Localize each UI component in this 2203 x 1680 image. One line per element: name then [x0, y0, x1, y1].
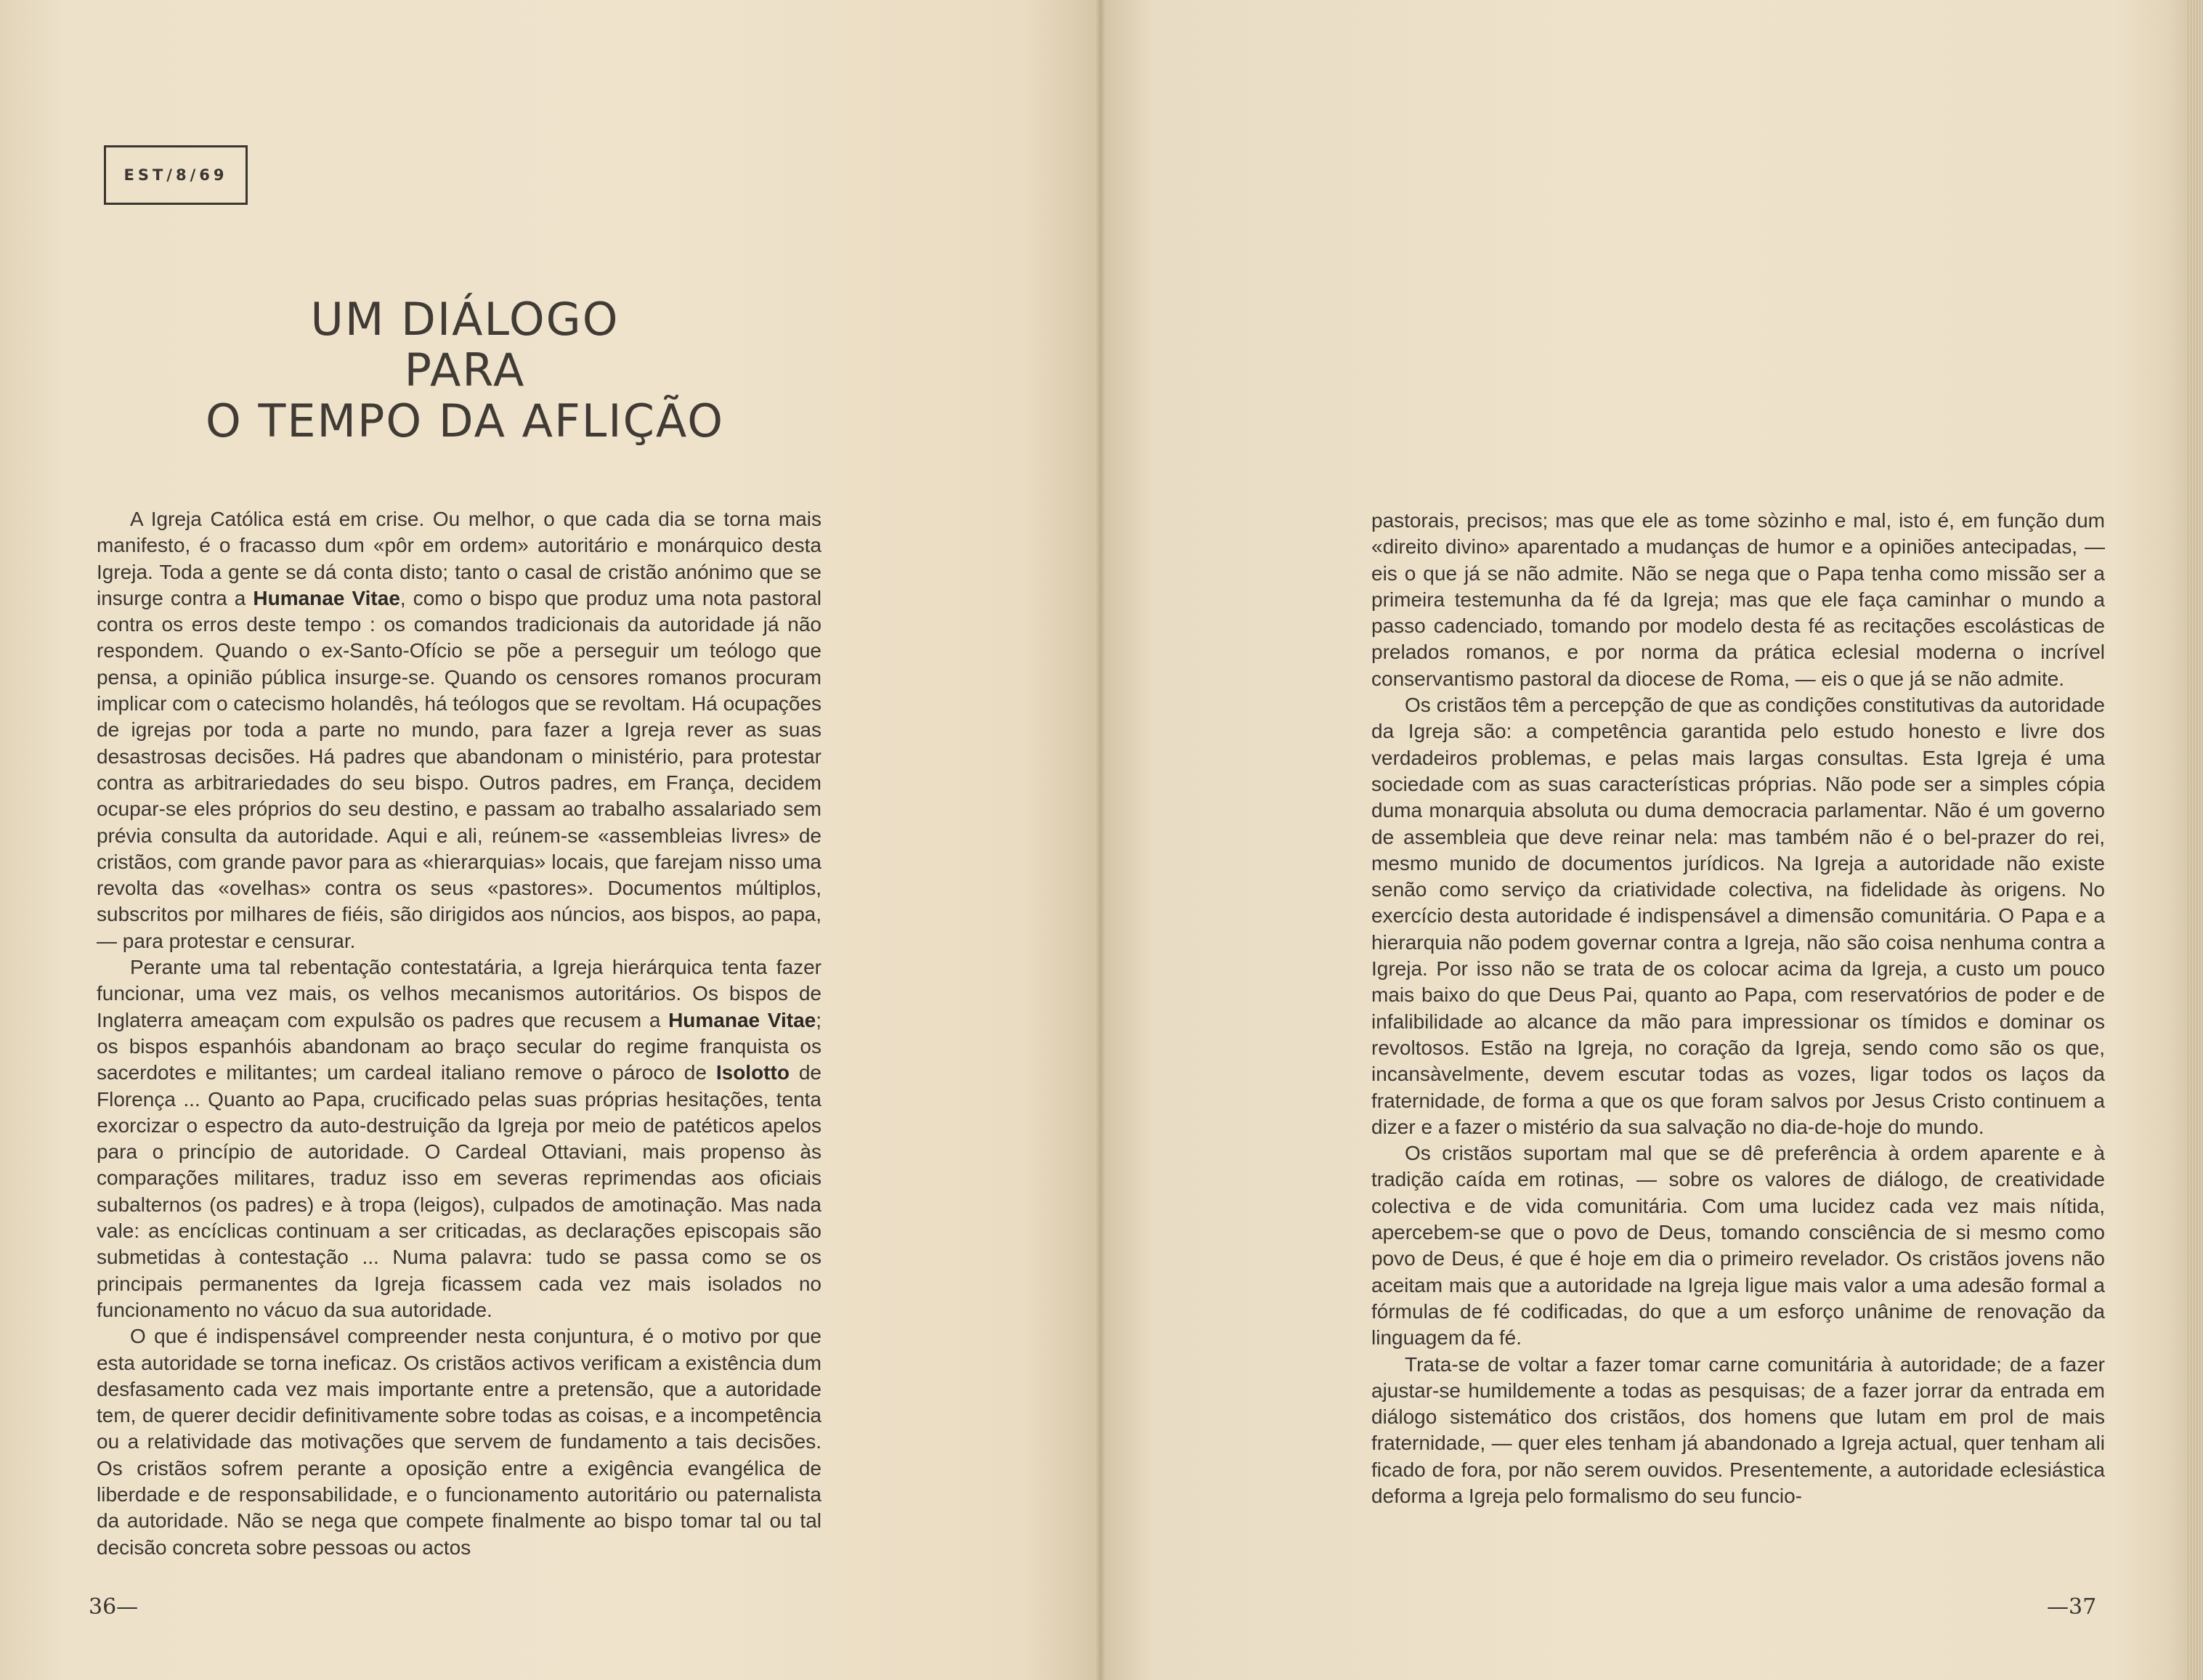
reference-box: EST/8/69 [104, 145, 248, 205]
text-run: Perante uma tal rebentação contestatária, a Igreja hierárquica tenta fazer funcionar, uma vez mais, os velhos mecanismos autoritários. Os bispos de Inglaterra ameaçam com expulsão os padres que recusem a [97, 956, 821, 1031]
right-body-text [1371, 508, 2105, 1509]
text-run: Os cristãos suportam mal que se dê preferência à ordem aparente e à tradição caída em rotinas, — sobre os valores de diálogo, de creatividade colectiva e de vida comunitária. Com uma lucidez cada vez mais nítida, apercebem-se que o povo de Deus, tomando consciência de si mesmo como povo de Deus, é que é hoje em dia o primeiro revelador. Os cristãos jovens não aceitam mais que a autoridade na Igreja ligue mais valor a uma adesão formal a fórmulas de fé codificadas, do que a um esforço unânime de renovação da linguagem da fé. [1371, 1142, 2105, 1350]
paragraph [1371, 1352, 2105, 1510]
emphasis-text: Isolotto [715, 1061, 790, 1084]
paragraph [1371, 1140, 2105, 1351]
page-number: 36— [89, 1594, 139, 1620]
left-page [0, 0, 1100, 1680]
text-run: A Igreja Católica está em crise. Ou melhor, o que cada dia se torna mais manifesto, é o fracasso dum «pôr em ordem» autoritário e monárquico desta Igreja. Toda a gente se dá conta disto; tanto o casal de cristão anónimo que se insurge contra a [97, 508, 821, 609]
text-run: de Florença ... Quanto ao Papa, crucificado pelas suas próprias hesitações, tenta exorcizar o espectro da auto-destruição da Igreja por meio de patéticos apelos para o princípio de autoridade. O Cardeal Ottaviani, mais propenso às comparações militares, traduz isso em severas reprimendas aos oficiais subalternos (os padres) e à tropa (leigos), culpados de amotinação. Mas nada vale: as encíclicas continuam a ser criticadas, as declarações episcopais são submetidas à contestação ... Numa palavra: tudo se passa como se os principais permanentes da Igreja ficassem cada vez mais isolados no funcionamento no vácuo da sua autoridade. [97, 1061, 821, 1321]
paragraph [97, 1323, 821, 1561]
title-line: PARA [404, 344, 526, 397]
text-run: Os cristãos têm a percepção de que as condições constitutivas da autoridade da Igreja são: a competência garantida pelo estudo honesto e livre dos verdadeiros problemas, e pelas mais largas consultas. Esta Igreja é uma sociedade com as suas características próprias. Não pode ser a simples cópia duma monarquia absoluta ou duma democracia parlamentar. Não é um governo de assembleia que deve reinar nela: mas também não é o bel-prazer do rei, mesmo munido de documentos jurídicos. Na Igreja a autoridade não existe senão como serviço da criatividade colectiva, na fidelidade às origens. No exercício desta autoridade é indispensável a dimensão comunitária. O Papa e a hierarquia não podem governar contra a Igreja, não são coisa nenhuma contra a Igreja. Por isso não se trata de os colocar acima da Igreja, a custo um pouco mais baixo do que Deus Pai, quanto ao Papa, com reservatórios de poder e de infalibilidade ao alcance da mão para impressionar os tímidos e dominar os revoltosos. Estão na Igreja, no coração da Igreja, sendo como são os que, incansàvelmente, devem escutar todas as vozes, ligar todos os laços da fraternidade, de forma a que os que foram salvos por Jesus Cristo continuem a dizer e a fazer o mistério da sua salvação no dia-de-hoje do mundo. [1371, 694, 2105, 1138]
article-title [109, 294, 821, 447]
text-run: , como o bispo que produz uma nota pastoral contra os erros deste tempo : os comandos tradicionais da autoridade já não respondem. Quando o ex-Santo-Ofício se põe a perseguir um teólogo que pensa, a opinião pública insurge-se. Quando os censores romanos procuram implicar com o catecismo holandês, há teólogos que se revoltam. Há ocupações de igrejas por toda a parte no mundo, para fazer a Igreja rever as suas desastrosas decisões. Há padres que abandonam o ministério, para protestar contra as arbitrariedades do seu bispo. Outros padres, em França, decidem ocupar-se eles próprios do seu destino, e passam ao trabalho assalariado sem prévia consulta da autoridade. Aqui e ali, reúnem-se «assembleias livres» de cristãos, com grande pavor para as «hierarquias» locais, que farejam nisso uma revolta das «ovelhas» contra os seus «pastores». Documentos múltiplos, subscritos por milhares de fiéis, são dirigidos aos núncios, aos bispos, ao papa, — para protestar e censurar. [97, 586, 821, 952]
right-page [1100, 0, 2203, 1680]
book-gutter [1095, 0, 1105, 1680]
paragraph [97, 506, 821, 954]
page-edge [2187, 0, 2203, 1680]
emphasis-text: Humanae Vitae [253, 586, 400, 609]
left-body-text [97, 506, 821, 1561]
paragraph [97, 954, 821, 1323]
text-run: Trata-se de voltar a fazer tomar carne comunitária à autoridade; de a fazer ajustar-se humildemente a todas as pesquisas; de a fazer jorrar da entrada em diálogo sistemático dos cristãos, dos homens que lutam em prol de mais fraternidade, — quer eles tenham já abandonado a Igreja actual, quer tenham ali ficado de fora, por não serem ouvidos. Presentemente, a autoridade eclesiástica deforma a Igreja pelo formalismo do seu funcio- [1371, 1352, 2105, 1507]
text-run: O que é indispensável compreender nesta conjuntura, é o motivo por que esta autoridade se torna ineficaz. Os cristãos activos verificam a existência dum desfasamento cada vez mais importante entre a pretensão, que a autoridade tem, de querer decidir definitivamente sobre todas as coisas, e a incompetência ou a relatividade das motivações que servem de fundamento a tais decisões. Os cristãos sofrem perante a oposição entre a exigência evangélica de liberdade e de responsabilidade, e o funcionamento autoritário ou paternalista da autoridade. Não se nega que compete finalmente ao bispo tomar tal ou tal decisão concreta sobre pessoas ou actos [97, 1325, 821, 1559]
emphasis-text: Humanae Vitae [668, 1008, 816, 1031]
paragraph [1371, 692, 2105, 1140]
title-line: O TEMPO DA AFLIÇÃO [205, 394, 725, 447]
title-line: UM DIÁLOGO [310, 293, 620, 346]
text-run: pastorais, precisos; mas que ele as tome sòzinho e mal, isto é, em função dum «direito divino» aparentado a mudanças de humor e a opiniões antecipadas, — eis o que já se não admite. Não se nega que o Papa tenha como missão ser a primeira testemunha da fé da Igreja; mas que ele faça caminhar o mundo a passo cadenciado, tomando por modelo desta fé as recitações escolásticas de prelados romanos, e por norma da prática eclesial moderna o incrível conservantismo pastoral da diocese de Roma, — eis o que já se não admite. [1371, 509, 2105, 690]
page-number: —37 [2047, 1594, 2097, 1620]
paragraph [1371, 508, 2105, 692]
text-run: ; os bispos espanhóis abandonam ao braço secular do regime franquista os sacerdotes e militantes; um cardeal italiano remove o pároco de [97, 1008, 821, 1084]
